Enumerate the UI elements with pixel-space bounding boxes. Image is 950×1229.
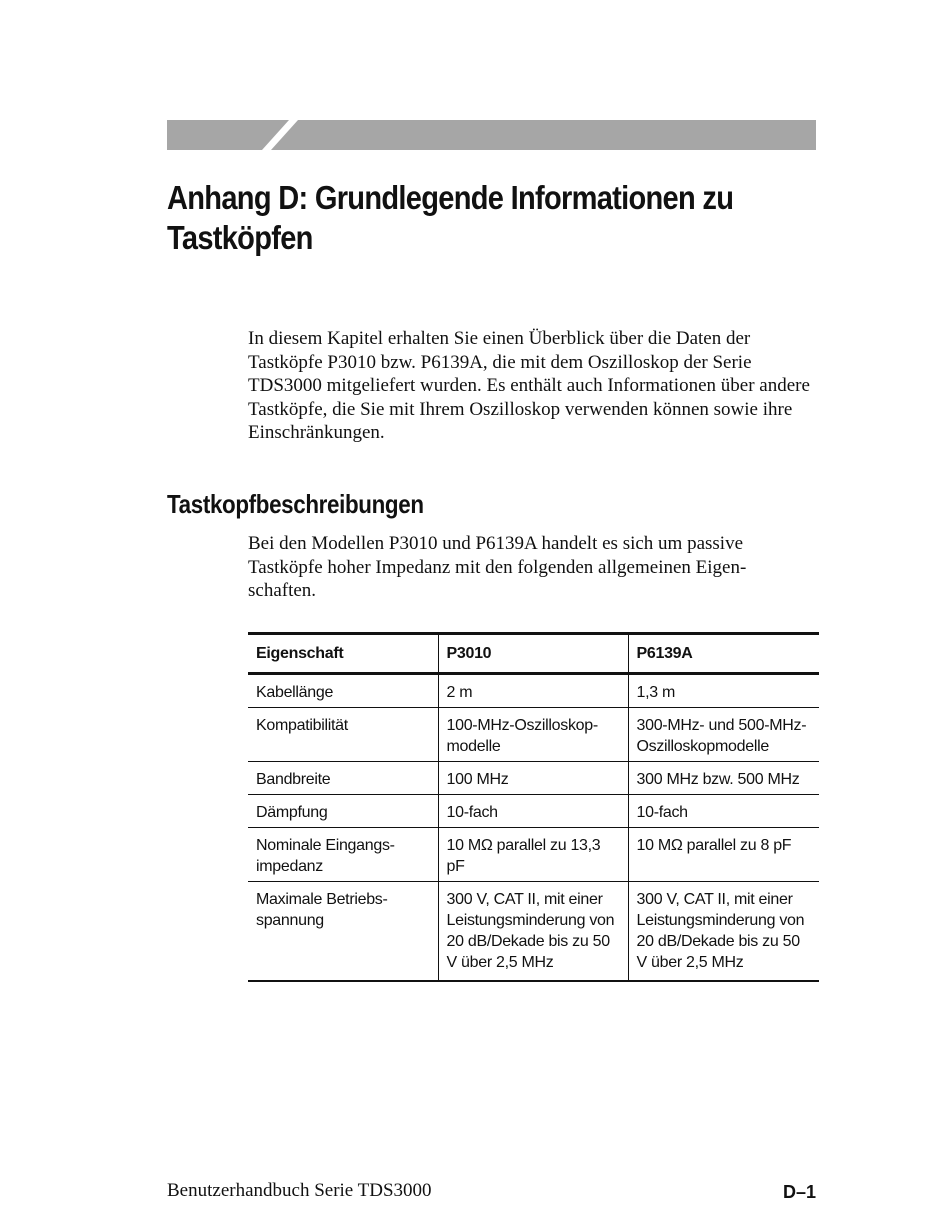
table-cell-p3010: 10 MΩ parallel zu 13,3 pF [438,828,628,882]
table-cell-p3010: 10-fach [438,795,628,828]
table-header-row [248,634,819,674]
table-cell-p6139a: 300-MHz- und 500-MHz-Oszilloskopmodelle [628,708,819,762]
table-cell-p6139a: 10-fach [628,795,819,828]
table-cell-property: Kabellänge [248,674,438,708]
chapter-title: Anhang D: Grundlegende Informationen zu Tastköpfen [167,179,734,256]
probe-specs-table [248,632,819,982]
table-cell-property: Nominale Eingangs-impedanz [248,828,438,882]
table-cell-p3010: 300 V, CAT II, mit einer Leistungsminderung von 20 dB/Dekade bis zu 50 V über 2,5 MHz [438,882,628,982]
table-cell-p6139a: 1,3 m [628,674,819,708]
table-cell-property: Maximale Betriebs-spannung [248,882,438,982]
footer-page-number: D–1 [782,1182,816,1202]
column-header-p6139a: P6139A [628,634,819,674]
chapter-header-bar [167,120,816,150]
table-cell-property: Kompatibilität [248,708,438,762]
table-cell-p3010: 100-MHz-Oszilloskop-modelle [438,708,628,762]
table-row [248,828,819,882]
table-cell-p6139a: 10 MΩ parallel zu 8 pF [628,828,819,882]
table-row [248,795,819,828]
table-cell-p3010: 100 MHz [438,762,628,795]
table-row [248,762,819,795]
section-paragraph: Bei den Modellen P3010 und P6139A handelt es sich um passive Tastköpfe hoher Impedanz mit den folgenden allgemeinen Eigen-schaften. [248,533,747,601]
table-cell-p3010: 2 m [438,674,628,708]
column-header-property: Eigenschaft [248,634,438,674]
footer-manual-title: Benutzerhandbuch Serie TDS3000 [167,1180,432,1201]
table-row [248,708,819,762]
table-row [248,882,819,982]
table-cell-property: Dämpfung [248,795,438,828]
intro-paragraph: In diesem Kapitel erhalten Sie einen Überblick über die Daten der Tastköpfe P3010 bzw. P6139A, die mit dem Oszilloskop der Serie TDS3000 mitgeliefert wurden. Es enthält auch Informationen über andere Tastköpfe, die Sie mit Ihrem Oszilloskop verwenden können sowie ihre Einschränkungen. [248,328,810,443]
section-title: Tastkopfbeschreibungen [167,489,424,519]
table-cell-p6139a: 300 MHz bzw. 500 MHz [628,762,819,795]
table-row [248,674,819,708]
column-header-p3010: P3010 [438,634,628,674]
table-cell-p6139a: 300 V, CAT II, mit einer Leistungsminderung von 20 dB/Dekade bis zu 50 V über 2,5 MHz [628,882,819,982]
table-cell-property: Bandbreite [248,762,438,795]
